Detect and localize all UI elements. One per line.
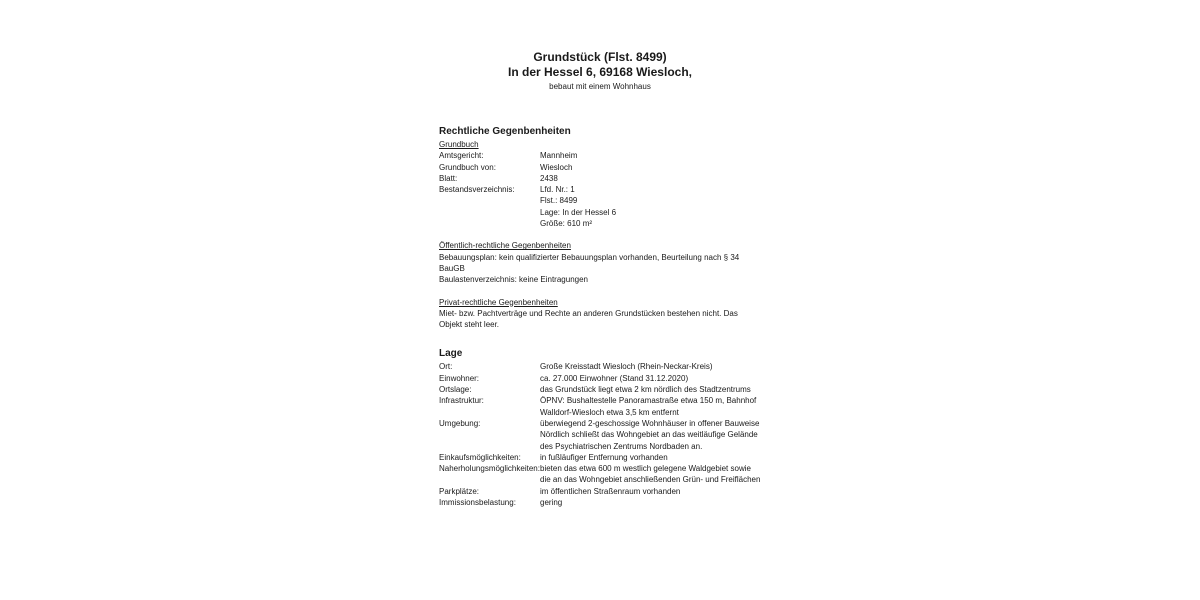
value-umgebung: überwiegend 2-geschossige Wohnhäuser in offener Bauweise Nördlich schließt das Wohngebiet an das weitläufige Gelände des Psychiatrischen Zentrums Nordbaden an. <box>540 418 760 451</box>
label-grundbuch-von: Grundbuch von: <box>439 162 496 172</box>
label-einkauf: Einkaufsmöglichkeiten: <box>439 452 521 462</box>
bestand-groesse: Größe: 610 m² <box>540 219 593 229</box>
value-amtsgericht: Mannheim <box>540 151 578 161</box>
label-umgebung: Umgebung: <box>439 418 481 428</box>
value-parkplaetze: im öffentlichen Straßenraum vorhanden <box>540 486 681 496</box>
title-line-1: Grundstück (Flst. 8499) <box>533 50 667 64</box>
grundbuch-heading: Grundbuch <box>439 140 479 149</box>
privat-text: Miet- bzw. Pachtverträge und Rechte an anderen Grundstücken bestehen nicht. Das Objekt steht leer. <box>439 308 738 330</box>
bestand-lage: Lage: In der Hessel 6 <box>540 207 617 217</box>
title-line-2: In der Hessel 6, 69168 Wiesloch, <box>508 65 692 79</box>
label-amtsgericht: Amtsgericht: <box>439 151 484 161</box>
value-grundbuch-von: Wiesloch <box>540 162 573 172</box>
label-einwohner: Einwohner: <box>439 373 480 383</box>
label-ortslage: Ortslage: <box>439 385 472 395</box>
bestand-lfd-nr: Lfd. Nr.: 1 <box>540 185 575 195</box>
row-parkplaetze <box>439 486 761 497</box>
row-grundbuch-von <box>439 162 761 173</box>
row-naherholung <box>439 463 761 486</box>
label-parkplaetze: Parkplätze: <box>439 486 480 496</box>
document-body <box>439 126 761 508</box>
document-header <box>400 50 800 92</box>
label-blatt: Blatt: <box>439 173 458 183</box>
label-infrastruktur: Infrastruktur: <box>439 396 484 406</box>
bestand-flst: Flst.: 8499 <box>540 196 578 206</box>
row-amtsgericht <box>439 150 761 161</box>
label-naherholung: Naherholungsmöglichkeiten: <box>439 464 540 474</box>
row-bestandsverzeichnis <box>439 184 761 229</box>
label-bestandsverzeichnis: Bestandsverzeichnis: <box>439 185 515 195</box>
baulasten-text: Baulastenverzeichnis: keine Eintragungen <box>439 275 588 285</box>
row-ortslage <box>439 384 761 395</box>
row-blatt <box>439 173 761 184</box>
label-ort: Ort: <box>439 362 453 372</box>
subtitle: bebaut mit einem Wohnhaus <box>549 82 651 91</box>
row-einwohner <box>439 373 761 384</box>
oeffentlich-heading: Öffentlich-rechtliche Gegenbenheiten <box>439 241 571 251</box>
bebauungsplan-text: Bebauungsplan: kein qualifizierter Bebauungsplan vorhanden, Beurteilung nach § 34 BauGB <box>439 252 740 273</box>
row-einkauf <box>439 452 761 463</box>
privat-heading: Privat-rechtliche Gegenbenheiten <box>439 297 558 307</box>
value-blatt: 2438 <box>540 173 558 183</box>
value-ort: Große Kreisstadt Wiesloch (Rhein-Neckar-Kreis) <box>540 362 713 372</box>
value-naherholung: bieten das etwa 600 m westlich gelegene Waldgebiet sowie die an das Wohngebiet anschließenden Grün- und Freiflächen <box>540 464 761 485</box>
value-einwohner: ca. 27.000 Einwohner (Stand 31.12.2020) <box>540 373 689 383</box>
value-bestandsverzeichnis <box>540 184 761 229</box>
label-immission: Immissionsbelastung: <box>439 498 516 508</box>
row-umgebung <box>439 418 761 452</box>
value-ortslage: das Grundstück liegt etwa 2 km nördlich des Stadtzentrums <box>540 385 751 395</box>
value-einkauf: in fußläufiger Entfernung vorhanden <box>540 452 668 462</box>
row-infrastruktur <box>439 395 761 418</box>
value-infrastruktur: ÖPNV: Bushaltestelle Panoramastraße etwa 150 m, Bahnhof Walldorf-Wiesloch etwa 3,5 km entfernt <box>540 396 757 417</box>
row-immission <box>439 497 761 508</box>
row-ort <box>439 361 761 372</box>
section-title-lage: Lage <box>439 348 463 360</box>
value-immission: gering <box>540 498 563 508</box>
section-title-rechtliche: Rechtliche Gegenbenheiten <box>439 126 571 137</box>
